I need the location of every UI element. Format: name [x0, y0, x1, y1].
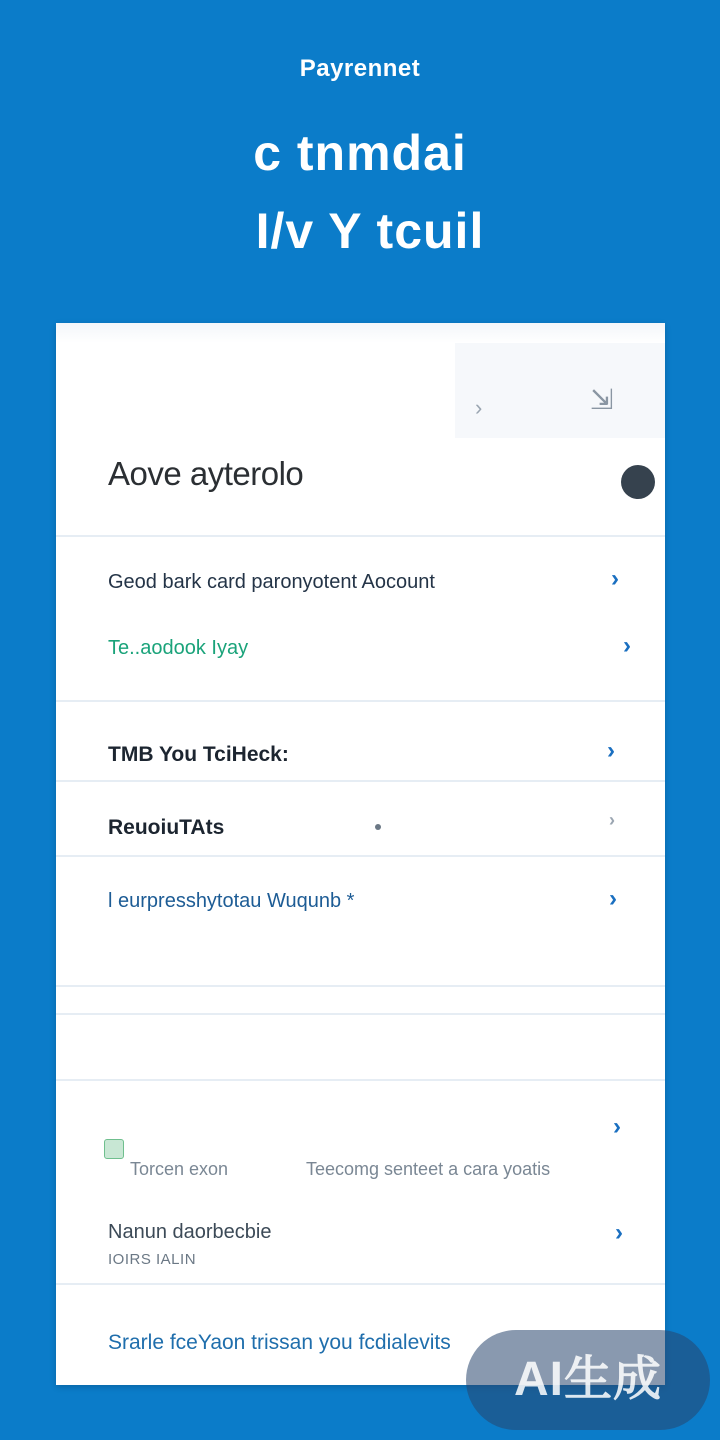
divider	[56, 1283, 665, 1285]
divider	[56, 535, 665, 537]
chevron-right-icon: ›	[623, 632, 631, 659]
toggle-dot[interactable]	[621, 465, 655, 499]
green-link-label: Te..aodook Iyay	[108, 637, 249, 659]
expand-icon: ⇲	[590, 384, 614, 415]
section-header	[56, 443, 665, 533]
chevron-right-icon: ›	[607, 737, 615, 764]
tmb-row[interactable]	[56, 723, 665, 783]
bank-card-row[interactable]	[56, 553, 665, 613]
small-label: IOIRS IALIN	[108, 1251, 197, 1268]
nahun-label: Nanun daorbecbie	[108, 1221, 272, 1243]
express-row[interactable]	[56, 873, 665, 933]
token-left-label: Torcen exon	[130, 1159, 229, 1179]
chevron-right-icon: ›	[613, 1113, 621, 1140]
token-row[interactable]	[56, 1113, 665, 1193]
status-dot	[375, 824, 381, 830]
footer-label: Srarle fceYaon trissan you fcdialevits	[108, 1331, 451, 1354]
express-label: l eurpresshytotau Wuqunb *	[108, 890, 355, 912]
reuoitats-label: ReuoiuTAts	[108, 816, 225, 839]
divider	[56, 855, 665, 857]
section-title: Aove ayterolo	[108, 455, 304, 492]
header-title-line-2: I/v Y tcuil	[255, 203, 485, 259]
ai-generated-badge: AI生成	[466, 1330, 710, 1430]
corner-preview[interactable]	[455, 343, 665, 438]
reuoitats-row[interactable]	[56, 798, 665, 858]
token-icon	[104, 1139, 124, 1159]
nahun-row[interactable]	[56, 1203, 665, 1283]
green-link-row[interactable]	[56, 619, 665, 679]
token-right-label: Teecomg senteet a cara yoatis	[306, 1159, 551, 1179]
chevron-right-icon: ›	[611, 565, 619, 592]
payment-panel	[56, 323, 665, 1385]
divider	[56, 700, 665, 702]
chevron-right-icon: ›	[609, 885, 617, 912]
header-title-line-1: c tnmdai	[253, 125, 467, 181]
payment-header	[0, 0, 720, 320]
chevron-right-icon: ›	[609, 810, 615, 830]
header-eyebrow: Payrennet	[299, 55, 421, 82]
bank-card-label: Geod bark card paronyotent Aocount	[108, 571, 435, 593]
divider	[56, 985, 665, 987]
panel-top-strip	[56, 323, 665, 343]
divider	[56, 1013, 665, 1015]
tmb-label: TMB You TciHeck:	[108, 743, 289, 766]
divider	[56, 780, 665, 782]
chevron-right-icon: ›	[475, 395, 483, 420]
divider	[56, 1079, 665, 1081]
chevron-right-icon: ›	[615, 1219, 623, 1246]
